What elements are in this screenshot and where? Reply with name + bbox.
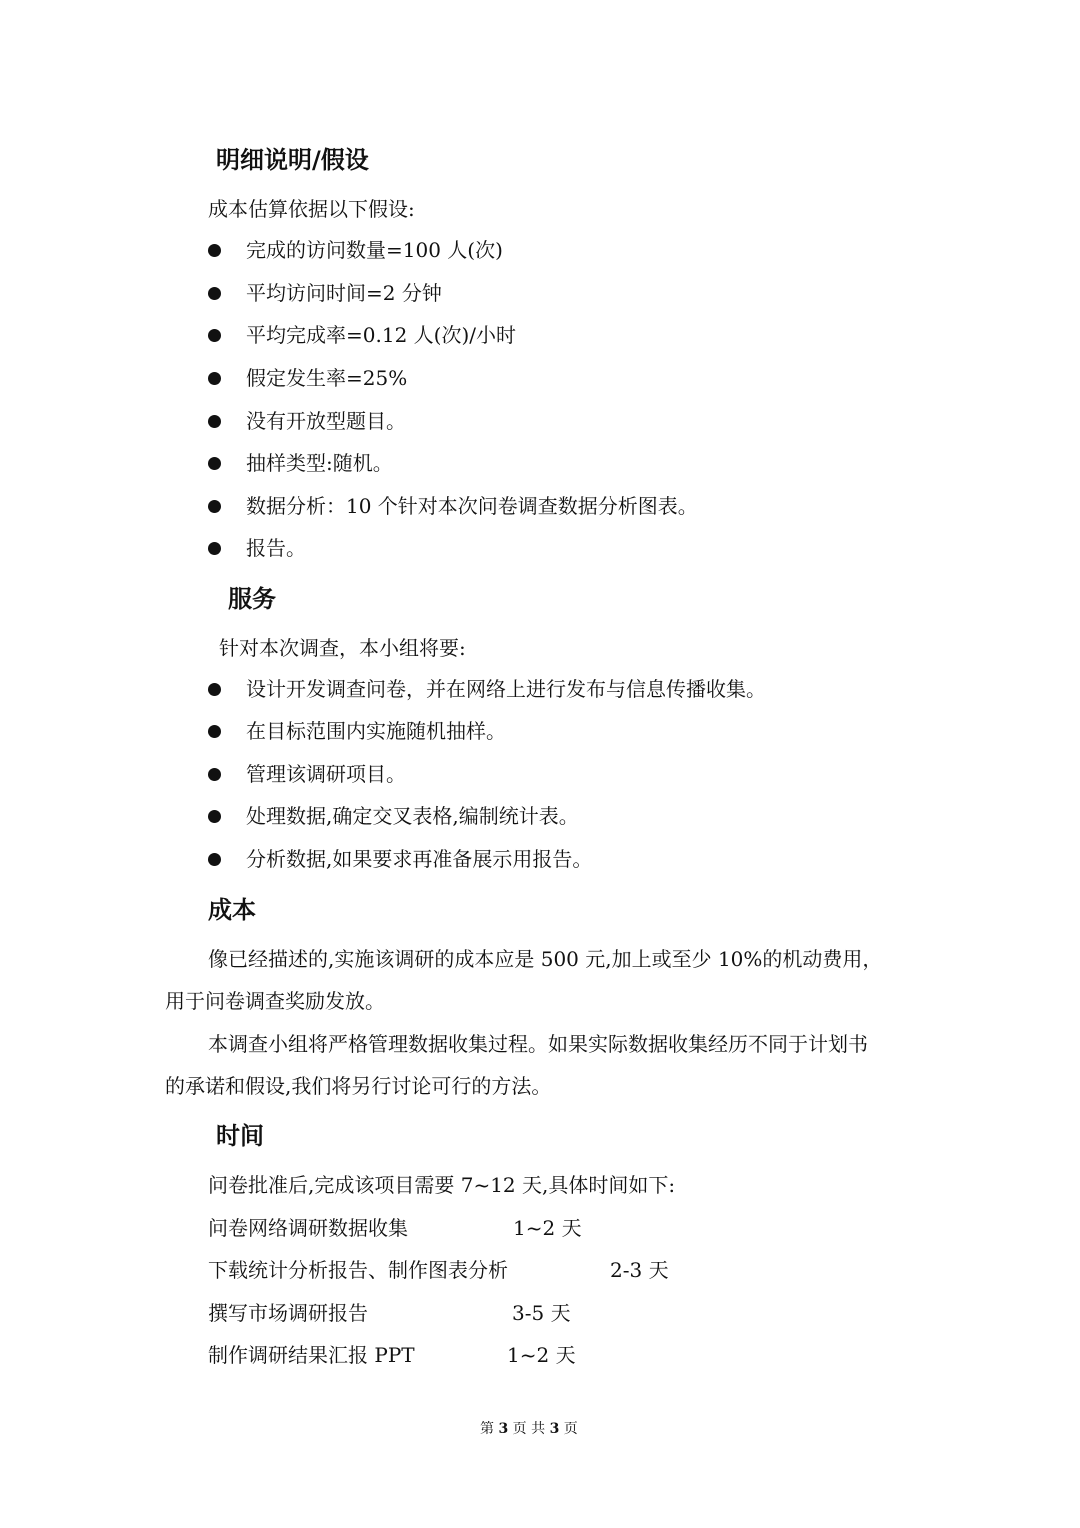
cost-paragraph-1-line-2: 用于问卷调查奖励发放。 — [165, 989, 385, 1013]
assumptions-heading: 明细说明/假设 — [216, 146, 369, 174]
footer-prefix: 第 — [480, 1421, 494, 1437]
cost-paragraph-2-line-1: 本调查小组将严格管理数据收集过程。如果实际数据收集经历不同于计划书 — [208, 1032, 868, 1056]
list-item-text: 完成的访问数量=100 人(次) — [246, 238, 503, 262]
current-page-number: 3 — [498, 1421, 509, 1437]
list-item-text: 抽样类型:随机。 — [246, 451, 393, 475]
bullet-icon — [208, 683, 221, 696]
bullet-icon — [208, 768, 221, 781]
bullet-icon — [208, 542, 221, 555]
bullet-icon — [208, 329, 221, 342]
assumptions-intro: 成本估算依据以下假设: — [208, 197, 415, 221]
schedule-task: 制作调研结果汇报 PPT — [208, 1343, 415, 1367]
bullet-icon — [208, 500, 221, 513]
list-item-text: 报告。 — [246, 536, 306, 560]
footer-suffix: 页 — [563, 1421, 578, 1437]
time-heading: 时间 — [216, 1122, 264, 1150]
list-item-text: 设计开发调查问卷，并在网络上进行发布与信息传播收集。 — [246, 677, 766, 701]
list-item-text: 在目标范围内实施随机抽样。 — [246, 719, 506, 743]
list-item-text: 分析数据,如果要求再准备展示用报告。 — [246, 847, 593, 871]
list-item-text: 平均完成率=0.12 人(次)/小时 — [246, 323, 516, 347]
services-heading: 服务 — [228, 585, 276, 613]
list-item-text: 没有开放型题目。 — [246, 409, 406, 433]
bullet-icon — [208, 725, 221, 738]
page-footer — [480, 1420, 578, 1438]
bullet-icon — [208, 415, 221, 428]
schedule-task: 下载统计分析报告、制作图表分析 — [208, 1258, 508, 1282]
schedule-duration: 1~2 天 — [513, 1216, 582, 1240]
footer-mid: 页 共 — [512, 1421, 546, 1437]
schedule-duration: 3-5 天 — [512, 1301, 571, 1325]
total-page-number: 3 — [549, 1421, 560, 1437]
bullet-icon — [208, 853, 221, 866]
cost-heading: 成本 — [208, 896, 256, 924]
list-item-text: 平均访问时间=2 分钟 — [246, 281, 442, 305]
list-item-text: 处理数据,确定交叉表格,编制统计表。 — [246, 804, 579, 828]
cost-paragraph-2-line-2: 的承诺和假设,我们将另行讨论可行的方法。 — [165, 1074, 552, 1098]
bullet-icon — [208, 372, 221, 385]
list-item-text: 数据分析：10 个针对本次问卷调查数据分析图表。 — [246, 494, 698, 518]
bullet-icon — [208, 457, 221, 470]
list-item-text: 假定发生率=25% — [246, 366, 408, 390]
list-item-text: 管理该调研项目。 — [246, 762, 406, 786]
schedule-duration: 2-3 天 — [610, 1258, 669, 1282]
schedule-duration: 1~2 天 — [507, 1343, 576, 1367]
schedule-task: 问卷网络调研数据收集 — [208, 1216, 408, 1240]
schedule-task: 撰写市场调研报告 — [208, 1301, 368, 1325]
bullet-icon — [208, 287, 221, 300]
bullet-icon — [208, 810, 221, 823]
services-intro: 针对本次调查，本小组将要: — [219, 636, 466, 660]
time-intro: 问卷批准后,完成该项目需要 7~12 天,具体时间如下: — [208, 1173, 676, 1197]
cost-paragraph-1-line-1: 像已经描述的,实施该调研的成本应是 500 元,加上或至少 10%的机动费用， — [208, 947, 883, 971]
bullet-icon — [208, 244, 221, 257]
